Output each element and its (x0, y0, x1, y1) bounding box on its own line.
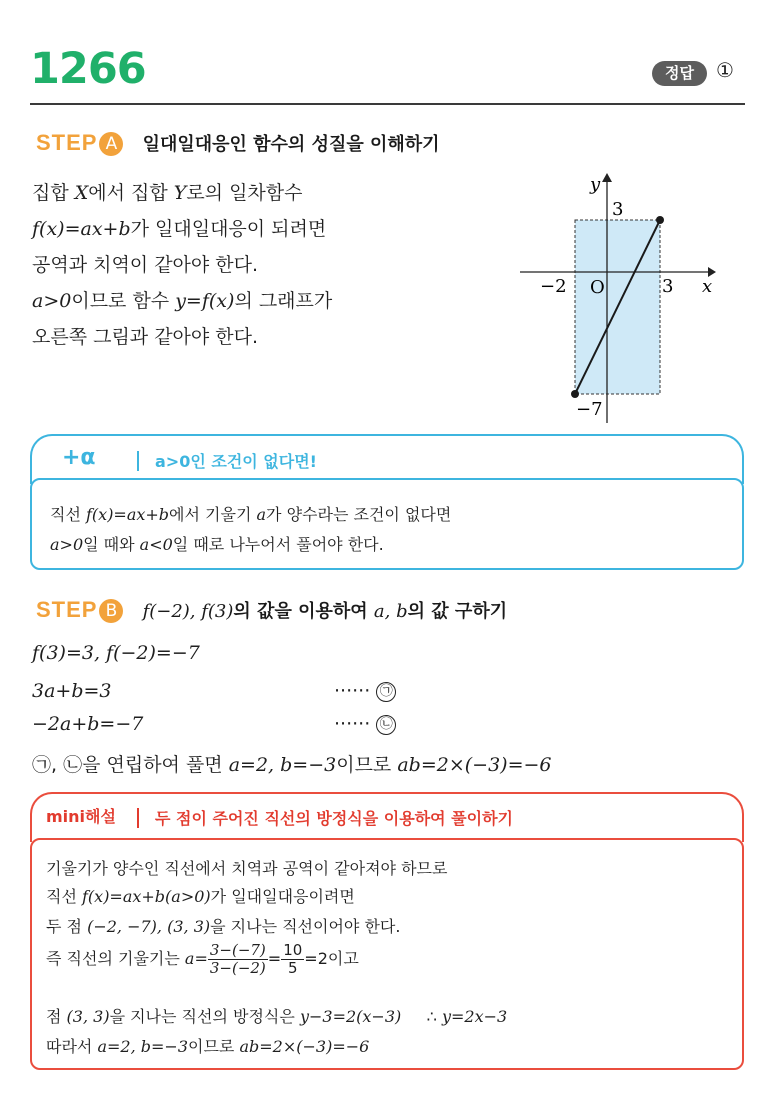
step-a-label: STEP (36, 130, 98, 155)
tip-separator (137, 451, 139, 471)
mini-label: mini해설 (46, 807, 116, 826)
step-a-line-4: a>0이므로 함수 y=f(x)의 그래프가 (32, 290, 333, 312)
step-b-eq-values: f(3)=3, f(−2)=−7 (32, 642, 200, 664)
mini-title: 두 점이 주어진 직선의 방정식을 이용하여 풀이하기 (155, 809, 513, 828)
tip-line-1: 직선 f(x)=ax+b에서 기울기 a가 양수라는 조건이 없다면 (50, 505, 452, 524)
answer-badge: 정답 (652, 61, 707, 86)
tip-line-2: a>0일 때와 a<0일 때로 나누어서 풀어야 한다. (50, 535, 384, 554)
mini-line-5: 점 (3, 3)을 지나는 직선의 방정식은 y−3=2(x−3) ∴ y=2x−3 (46, 1007, 508, 1026)
endpoint-left (571, 390, 579, 398)
y-axis-arrow (602, 173, 612, 182)
problem-number: 1266 (30, 44, 146, 94)
step-a-letter: A (99, 132, 123, 156)
slope-fraction: $\frac{3-(-7)}{3-(-2)}$ (209, 941, 266, 977)
step-b-eq-2: −2a+b=−7 (32, 713, 144, 735)
step-b-conclusion: ㉠, ㉡을 연립하여 풀면 a=2, b=−3이므로 ab=2×(−3)=−6 (32, 754, 552, 776)
step-a-heading (36, 130, 440, 156)
tick-y-top: 3 (612, 199, 624, 220)
step-a-line-3: 공역과 치역이 같아야 한다. (32, 254, 259, 276)
endpoint-right (656, 216, 664, 224)
step-a-line-2: f(x)=ax+b가 일대일대응이 되려면 (32, 218, 327, 240)
step-b-eq-2-tag: ······ ㉡ (334, 713, 396, 735)
plus-alpha-icon: +α (62, 445, 96, 470)
step-a-line-1: 집합 X에서 집합 Y로의 일차함수 (32, 182, 303, 204)
step-b-eq-1-tag: ······ ㉠ (334, 680, 396, 702)
header-divider (30, 103, 745, 105)
step-a-title: 일대일대응인 함수의 성질을 이해하기 (142, 134, 440, 155)
mini-line-4: 즉 직선의 기울기는 a= $\frac{3-(-7)}{3-(-2)}$ = $\frac{10}{5}$ =2이고 (46, 941, 359, 977)
answer-value: ① (716, 58, 734, 82)
x-axis-label: x (702, 276, 713, 297)
step-b-label: STEP (36, 597, 98, 622)
mini-line-3: 두 점 (−2, −7), (3, 3)을 지나는 직선이어야 한다. (46, 917, 401, 936)
slope-value-fraction: $\frac{10}{5}$ (283, 941, 303, 977)
step-b-letter: B (99, 599, 123, 623)
step-a-line-5: 오른쪽 그림과 같아야 한다. (32, 326, 259, 348)
tip-title: a>0인 조건이 없다면! (155, 452, 317, 471)
mini-line-6: 따라서 a=2, b=−3이므로 ab=2×(−3)=−6 (46, 1037, 370, 1056)
mini-line-1: 기울기가 양수인 직선에서 치역과 공역이 같아져야 하므로 (46, 859, 448, 878)
tick-x-right: 3 (662, 276, 674, 297)
tick-x-left: −2 (540, 276, 567, 297)
tick-y-bottom: −7 (576, 399, 603, 420)
y-axis-label: y (590, 174, 601, 195)
step-b-eq-1: 3a+b=3 (32, 680, 112, 702)
step-b-heading (36, 597, 507, 623)
step-b-title: f(−2), f(3)의 값을 이용하여 a, b의 값 구하기 (142, 601, 508, 622)
mini-line-2: 직선 f(x)=ax+b(a>0)가 일대일대응이려면 (46, 887, 355, 906)
mini-separator (137, 808, 139, 828)
function-graph (520, 168, 750, 428)
origin-label: O (590, 277, 605, 298)
